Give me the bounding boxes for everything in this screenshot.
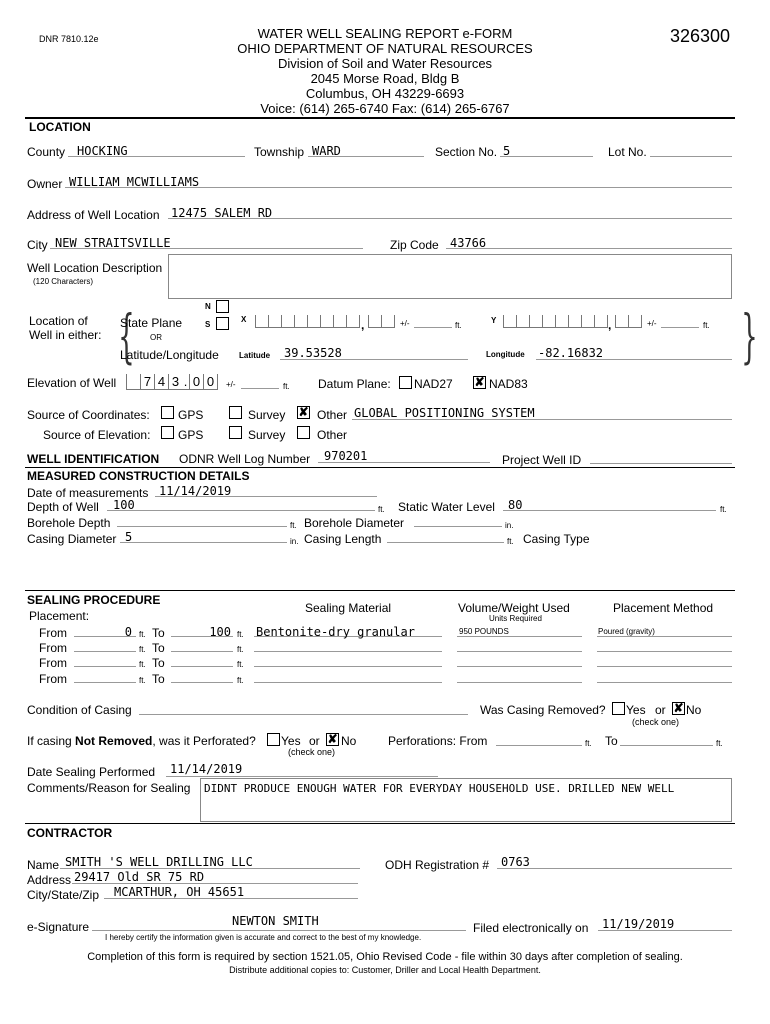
- casing-removed-yes-checkbox[interactable]: [612, 702, 625, 715]
- casing-removed-yes-label: Yes: [626, 703, 646, 717]
- seal-row-from-label: From: [39, 656, 67, 670]
- comments-field[interactable]: DIDNT PRODUCE ENOUGH WATER FOR EVERYDAY HOUSEHOLD USE. DRILLED NEW WELL: [200, 778, 732, 822]
- form-header-title: [185, 26, 585, 116]
- casing-diameter-label: Casing Diameter: [27, 532, 117, 546]
- x-coordinate-label: X: [241, 315, 247, 324]
- contractor-address-field[interactable]: 29417 Old SR 75 RD: [74, 870, 205, 884]
- project-well-id-label: Project Well ID: [502, 453, 582, 467]
- e-signature-field[interactable]: NEWTON SMITH: [232, 914, 319, 928]
- casing-removed-or: or: [655, 703, 666, 717]
- footer-notice: Completion of this form is required by section 1521.05, Ohio Revised Code - file within 30 days after completion of sealing.: [87, 951, 683, 963]
- location-section-title: LOCATION: [29, 120, 91, 134]
- depth-ft-unit: ft.: [378, 505, 385, 514]
- coord-other-checkbox[interactable]: ✘: [298, 405, 309, 419]
- nad27-label: NAD27: [414, 377, 453, 391]
- x-ft-unit: ft.: [455, 321, 462, 330]
- lot-number-label: Lot No.: [608, 145, 647, 159]
- south-checkbox[interactable]: [216, 317, 229, 330]
- casing-diameter-field[interactable]: 5: [125, 530, 133, 544]
- contractor-name-label: Name: [27, 858, 60, 872]
- sealing-rule: [25, 590, 735, 591]
- casing-type-label: Casing Type: [523, 532, 590, 546]
- nad27-checkbox[interactable]: [399, 376, 412, 389]
- x-coordinate-field[interactable]: [255, 315, 360, 328]
- longitude-field[interactable]: -82.16832: [538, 346, 604, 360]
- depth-of-well-label: Depth of Well: [27, 500, 99, 514]
- elevation-digit: 3: [168, 374, 182, 390]
- sealing-material-header: Sealing Material: [305, 601, 392, 615]
- perforated-question: If casing Not Removed, was it Perforated?: [27, 734, 256, 748]
- odh-registration-field[interactable]: 0763: [501, 855, 530, 869]
- elevation-plus-minus: +/-: [226, 380, 236, 389]
- seal-row-to-ft: ft.: [237, 630, 244, 639]
- seal-row-from-field[interactable]: 0: [124, 625, 132, 639]
- perforated-yes-label: Yes: [281, 734, 301, 748]
- casing-removed-label: Was Casing Removed?: [480, 703, 606, 717]
- static-water-level-label: Static Water Level: [398, 500, 495, 514]
- well-description-hint: (120 Characters): [33, 277, 94, 286]
- seal-row-to-ft: ft.: [237, 676, 244, 685]
- y-decimal-field[interactable]: [615, 315, 642, 328]
- elev-survey-checkbox[interactable]: [229, 426, 242, 439]
- well-log-number-label: ODNR Well Log Number: [179, 452, 311, 466]
- contractor-city-field[interactable]: MCARTHUR, OH 45651: [114, 885, 245, 899]
- state-plane-label: State Plane: [120, 316, 183, 330]
- y-coordinate-field[interactable]: [503, 315, 608, 328]
- elevation-ft-unit: ft.: [283, 382, 290, 391]
- date-sealing-field[interactable]: 11/14/2019: [170, 762, 243, 776]
- depth-of-well-field[interactable]: 100: [113, 498, 135, 512]
- filed-electronically-label: Filed electronically on: [473, 921, 589, 935]
- x-decimal-field[interactable]: [368, 315, 395, 328]
- certify-text: I hereby certify the information given is accurate and correct to the best of my knowledge.: [105, 933, 422, 942]
- datum-plane-label: Datum Plane:: [318, 377, 391, 391]
- address-label: Address of Well Location: [27, 208, 160, 222]
- perforated-or: or: [309, 734, 320, 748]
- seal-row-to-ft: ft.: [237, 660, 244, 669]
- elevation-digit: 0: [189, 374, 203, 390]
- north-label: N: [205, 302, 211, 311]
- left-brace: {: [118, 302, 135, 370]
- measurement-date-label: Date of measurements: [27, 486, 149, 500]
- units-required-hint: Units Required: [489, 614, 542, 623]
- elevation-digit-slot: [126, 374, 140, 390]
- casing-diameter-in-unit: in.: [290, 537, 299, 546]
- header-line: 2045 Morse Road, Bldg B: [310, 71, 460, 86]
- casing-removed-check-one: (check one): [632, 717, 680, 727]
- seal-row-to-ft: ft.: [237, 645, 244, 654]
- borehole-depth-label: Borehole Depth: [27, 516, 111, 530]
- city-label: City: [27, 238, 48, 252]
- elevation-digit: 4: [154, 374, 168, 390]
- y-plus-minus: +/-: [647, 319, 657, 328]
- elevation-field[interactable]: [126, 374, 218, 390]
- source-elevation-label: Source of Elevation:: [43, 428, 151, 442]
- county-field[interactable]: HOCKING: [77, 144, 128, 158]
- sealing-procedure-title: SEALING PROCEDURE: [27, 593, 161, 607]
- form-code: DNR 7810.12e: [39, 34, 99, 44]
- construction-title: MEASURED CONSTRUCTION DETAILS: [27, 469, 250, 483]
- contractor-title: CONTRACTOR: [27, 826, 113, 840]
- e-signature-label: e-Signature: [27, 920, 90, 934]
- perforations-from-label: Perforations: From: [388, 734, 488, 748]
- header-rule: [25, 117, 735, 119]
- seal-row-to-label: To: [152, 656, 165, 670]
- seal-row-to-label: To: [152, 641, 165, 655]
- seal-row-to-field[interactable]: 100: [209, 625, 231, 639]
- latitude-field[interactable]: 39.53528: [284, 346, 342, 360]
- measurement-date-field[interactable]: 11/14/2019: [159, 484, 232, 498]
- south-label: S: [205, 320, 211, 329]
- elev-gps-checkbox[interactable]: [161, 426, 174, 439]
- coord-gps-label: GPS: [178, 408, 204, 422]
- header-line: Division of Soil and Water Resources: [277, 56, 493, 71]
- casing-removed-no-checkbox[interactable]: ✘: [673, 701, 684, 715]
- filed-electronically-field[interactable]: 11/19/2019: [602, 917, 675, 931]
- nad83-label: NAD83: [489, 377, 528, 391]
- header-line: Columbus, OH 43229-6693: [305, 86, 465, 101]
- north-checkbox[interactable]: [216, 300, 229, 313]
- odh-registration-label: ODH Registration #: [385, 858, 490, 872]
- static-water-level-field[interactable]: 80: [508, 498, 523, 512]
- seal-row-from-ft: ft.: [139, 645, 146, 654]
- township-label: Township: [254, 145, 305, 159]
- elevation-digit: 0: [203, 374, 218, 390]
- header-line: WATER WELL SEALING REPORT e-FORM: [257, 26, 513, 41]
- or-label: OR: [150, 333, 162, 342]
- y-ft-unit: ft.: [703, 321, 710, 330]
- perforated-check-one: (check one): [288, 747, 336, 757]
- perforated-yes-checkbox[interactable]: [267, 733, 280, 746]
- well-log-number-field[interactable]: 970201: [324, 449, 368, 463]
- elevation-digit: 7: [140, 374, 154, 390]
- elev-other-checkbox[interactable]: [297, 426, 310, 439]
- seal-row-method-field[interactable]: Poured (gravity): [598, 627, 655, 636]
- right-brace: }: [741, 302, 758, 370]
- y-coordinate-label: Y: [491, 316, 497, 325]
- seal-row-volume-field[interactable]: 950 POUNDS: [459, 627, 509, 636]
- casing-length-ft-unit: ft.: [507, 537, 514, 546]
- section-number-field[interactable]: 5: [503, 144, 511, 158]
- seal-row-to-label: To: [152, 626, 165, 640]
- elevation-decimal-point: .: [183, 374, 188, 389]
- location-of-label: Location of: [29, 314, 88, 328]
- well-in-either-label: Well in either:: [29, 328, 102, 342]
- longitude-label: Longitude: [486, 350, 525, 359]
- seal-row-from-label: From: [39, 672, 67, 686]
- seal-row-from-label: From: [39, 626, 67, 640]
- borehole-diameter-in-unit: in.: [505, 521, 514, 530]
- contractor-city-label: City/State/Zip: [27, 888, 100, 902]
- perforated-no-checkbox[interactable]: ✘: [327, 732, 338, 746]
- nad83-checkbox[interactable]: ✘: [474, 375, 485, 389]
- identification-rule: [25, 467, 735, 468]
- perforated-no-label: No: [341, 734, 357, 748]
- seal-row-from-ft: ft.: [139, 630, 146, 639]
- coord-gps-checkbox[interactable]: [161, 406, 174, 419]
- contractor-address-label: Address: [27, 873, 72, 887]
- seal-row-from-ft: ft.: [139, 676, 146, 685]
- volume-weight-header: Volume/Weight Used: [458, 601, 570, 615]
- contractor-rule: [25, 823, 735, 824]
- seal-row-to-label: To: [152, 672, 165, 686]
- coord-survey-label: Survey: [248, 408, 286, 422]
- casing-length-label: Casing Length: [304, 532, 382, 546]
- zip-field[interactable]: 43766: [450, 236, 487, 250]
- coord-survey-checkbox[interactable]: [229, 406, 242, 419]
- elev-survey-label: Survey: [248, 428, 286, 442]
- perforations-from-ft: ft.: [585, 739, 592, 748]
- condition-of-casing-label: Condition of Casing: [27, 703, 132, 717]
- city-field[interactable]: NEW STRAITSVILLE: [55, 236, 171, 250]
- casing-removed-no-label: No: [686, 703, 702, 717]
- perforations-to-label: To: [605, 734, 618, 748]
- header-line: OHIO DEPARTMENT OF NATURAL RESOURCES: [237, 41, 533, 56]
- seal-row-material-field[interactable]: Bentonite-dry granular: [256, 625, 415, 639]
- x-comma: ,: [361, 318, 365, 332]
- address-field[interactable]: 12475 SALEM RD: [171, 206, 273, 220]
- placement-method-header: Placement Method: [613, 601, 714, 615]
- borehole-diameter-label: Borehole Diameter: [304, 516, 405, 530]
- source-coordinates-label: Source of Coordinates:: [27, 408, 150, 422]
- date-sealing-label: Date Sealing Performed: [27, 765, 156, 779]
- perforations-to-ft: ft.: [716, 739, 723, 748]
- elevation-label: Elevation of Well: [27, 376, 117, 390]
- well-identification-title: WELL IDENTIFICATION: [27, 452, 160, 466]
- well-description-label: Well Location Description: [27, 261, 163, 275]
- static-ft-unit: ft.: [720, 505, 727, 514]
- latitude-label: Latitude: [239, 351, 271, 360]
- well-description-field[interactable]: [168, 254, 732, 299]
- seal-row-from-label: From: [39, 641, 67, 655]
- owner-label: Owner: [27, 177, 63, 191]
- zip-label: Zip Code: [390, 238, 439, 252]
- contractor-name-field[interactable]: SMITH 'S WELL DRILLING LLC: [65, 855, 253, 869]
- seal-row-from-ft: ft.: [139, 660, 146, 669]
- placement-label: Placement:: [29, 609, 90, 623]
- township-field[interactable]: WARD: [312, 144, 341, 158]
- elev-gps-label: GPS: [178, 428, 204, 442]
- latlong-label: Latitude/Longitude: [120, 348, 219, 362]
- county-label: County: [27, 145, 66, 159]
- comments-label: Comments/Reason for Sealing: [27, 781, 191, 795]
- coord-other-label: Other: [317, 408, 348, 422]
- x-plus-minus: +/-: [400, 319, 410, 328]
- y-comma: ,: [608, 318, 612, 332]
- section-number-label: Section No.: [435, 145, 498, 159]
- form-number: 326300: [670, 26, 731, 46]
- coord-other-field[interactable]: GLOBAL POSITIONING SYSTEM: [354, 406, 535, 420]
- footer-distribution: Distribute additional copies to: Customer, Driller and Local Health Department.: [229, 965, 541, 975]
- owner-field[interactable]: WILLIAM MCWILLIAMS: [69, 175, 200, 189]
- borehole-depth-ft-unit: ft.: [290, 521, 297, 530]
- header-phone: Voice: (614) 265-6740 Fax: (614) 265-6767: [260, 101, 510, 116]
- elev-other-label: Other: [317, 428, 348, 442]
